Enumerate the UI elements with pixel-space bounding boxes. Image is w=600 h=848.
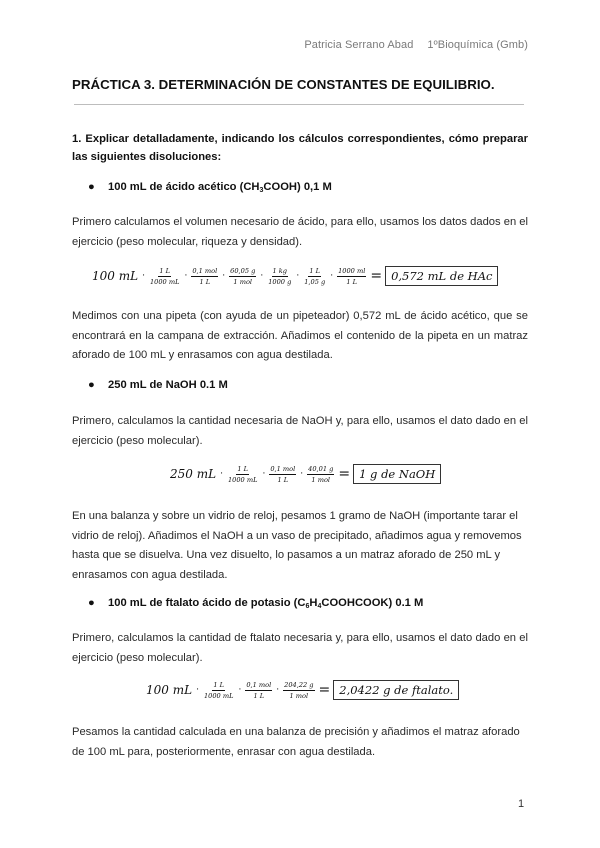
fraction-denominator: 1000 mL — [149, 277, 180, 286]
fraction-denominator: 1 mol — [233, 277, 253, 286]
fraction-denominator: 1000 mL — [203, 691, 234, 700]
question-1: 1. Explicar detalladamente, indicando los cálculos correspondientes, cómo preparar las siguientes disoluciones: — [72, 133, 528, 163]
conversion-fraction — [191, 267, 218, 286]
multiply-sign: · — [262, 469, 266, 479]
page-header — [304, 39, 528, 51]
fraction-denominator: 1 mol — [311, 475, 331, 484]
equation-result: 0,572 mL de HAc — [385, 266, 498, 286]
multiply-sign: · — [220, 469, 223, 479]
fraction-numerator: 1000 ml — [338, 266, 366, 275]
multiply-sign: · — [196, 685, 199, 695]
conversion-fraction — [229, 267, 256, 286]
fraction-numerator: 0,1 mol — [270, 464, 296, 473]
fraction-denominator: 1 L — [253, 691, 265, 700]
fraction-numerator: 0,1 mol — [192, 266, 218, 275]
section-2-explanation: En una balanza y sobre un vidrio de reloj, pesamos 1 gramo de NaOH (importante tarar el vidrio de reloj). Añadimos el NaOH a un vaso de precipitado, añadimos agua y removemos hasta que se disuelva. Una vez disuelto, lo pasamos a un matraz aforado de 250 mL y enrasamos con agua destilada. — [72, 510, 522, 581]
section-1-intro: Primero calculamos el volumen necesario de ácido, para ello, usamos los datos dados en el ejercicio (peso molecular, riqueza y densidad). — [72, 216, 528, 248]
title-divider — [74, 104, 524, 105]
section-1-explanation: Medimos con una pipeta (con ayuda de un pipeteador) 0,572 mL de ácido acético, que se encontrará en la campana de extracción. Añadimos el contenido de la pipeta en un matraz aforado de 100 mL y enrasamos con agua destilada. — [72, 310, 528, 361]
multiply-sign: · — [300, 469, 304, 479]
equation-lead: 100 mL — [92, 269, 139, 283]
equation-1 — [92, 266, 498, 286]
conversion-fraction — [267, 267, 292, 286]
conversion-fraction — [227, 465, 259, 484]
section-2-heading: ● 250 mL de NaOH 0.1 M — [88, 379, 228, 391]
conversion-fraction — [203, 681, 235, 700]
multiply-sign: · — [238, 685, 242, 695]
conversion-fraction — [303, 267, 326, 286]
section-2-intro: Primero, calculamos la cantidad necesaria de NaOH y, para ello, usamos el dato dado en el ejercicio (peso molecular). — [72, 415, 528, 447]
header-author: Patricia Serrano Abad — [304, 39, 414, 51]
section-1-heading: ● 100 mL de ácido acético $(CH_3COOH)$ 0,1 M — [88, 181, 332, 194]
bullet-icon: ● — [88, 181, 95, 193]
fraction-numerator: 1 L — [309, 266, 321, 275]
conversion-fraction — [283, 681, 314, 700]
fraction-numerator: 0,1 mol — [246, 680, 272, 689]
fraction-denominator: 1 mol — [289, 691, 309, 700]
fraction-numerator: 1 L — [237, 464, 249, 473]
fraction-denominator: 1 L — [346, 277, 358, 286]
conversion-fraction — [269, 465, 296, 484]
equation-lead: 100 mL — [146, 683, 193, 697]
fraction-denominator: 1000 g — [268, 277, 292, 286]
fraction-numerator: 60,05 g — [230, 266, 256, 275]
fraction-numerator: 40,01 g — [308, 464, 334, 473]
bullet-icon: ● — [88, 379, 95, 391]
multiply-sign: · — [276, 685, 280, 695]
fraction-numerator: 1 L — [159, 266, 171, 275]
equation-2 — [170, 464, 441, 484]
equation-result: 2,0422 g de ftalato. — [333, 680, 459, 700]
fraction-denominator: 1 L — [277, 475, 289, 484]
bullet-icon: ● — [88, 597, 95, 609]
fraction-denominator: 1000 mL — [227, 475, 258, 484]
multiply-sign: · — [222, 271, 226, 281]
multiply-sign: · — [330, 271, 334, 281]
section-3-heading: ● 100 mL de ftalato ácido de potasio $(C_6H_4COOHCOOK)$ 0.1 M — [88, 597, 424, 610]
fraction-numerator: 1 L — [213, 680, 225, 689]
multiply-sign: · — [260, 271, 264, 281]
page-number: 1 — [518, 798, 525, 810]
header-course: 1ºBioquímica (Gmb) — [427, 39, 528, 51]
equals-sign: = — [370, 268, 383, 284]
multiply-sign: · — [142, 271, 145, 281]
section-3-intro: Primero, calculamos la cantidad de ftalato necesaria y, para ello, usamos el dato dado en el ejercicio (peso molecular). — [72, 632, 528, 664]
section-3-explanation: Pesamos la cantidad calculada en una balanza de precisión y añadimos el matraz aforado de 100 mL para, posteriormente, enrasar con agua destilada. — [72, 726, 520, 758]
multiply-sign: · — [296, 271, 300, 281]
equation-result: 1 g de NaOH — [353, 464, 441, 484]
fraction-numerator: 204,22 g — [284, 680, 314, 689]
conversion-fraction — [149, 267, 181, 286]
conversion-fraction — [245, 681, 272, 700]
document-title: PRÁCTICA 3. DETERMINACIÓN DE CONSTANTES DE EQUILIBRIO. — [72, 77, 495, 92]
conversion-fraction — [337, 267, 366, 286]
fraction-numerator: 1 kg — [272, 266, 288, 275]
fraction-denominator: 1,05 g — [304, 277, 326, 286]
multiply-sign: · — [184, 271, 188, 281]
fraction-denominator: 1 L — [199, 277, 211, 286]
conversion-fraction — [307, 465, 334, 484]
equals-sign: = — [338, 466, 351, 482]
equals-sign: = — [318, 682, 331, 698]
equation-lead: 250 mL — [170, 467, 217, 481]
equation-3 — [146, 680, 459, 700]
